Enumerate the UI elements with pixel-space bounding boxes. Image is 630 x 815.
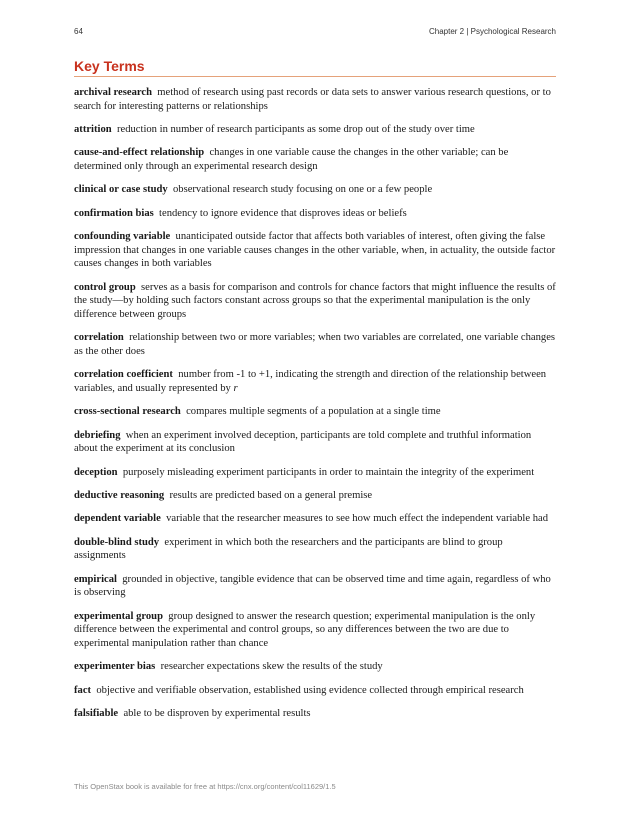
glossary-definition: able to be disproven by experimental results bbox=[123, 708, 311, 720]
glossary-definition: group designed to answer the research question; experimental manipulation is the only difference between the experimental and control groups, so any differences between the two are due to experimental manipulation rather than chance bbox=[74, 610, 536, 649]
glossary-entry bbox=[74, 684, 556, 698]
glossary-definition: objective and verifiable observation, established using evidence collected through empirical research bbox=[96, 684, 524, 696]
page-header bbox=[74, 27, 556, 36]
glossary-term: dependent variable bbox=[74, 513, 161, 525]
glossary-term: double-blind study bbox=[74, 536, 160, 548]
glossary-entry bbox=[74, 512, 556, 526]
glossary-definition: results are predicted based on a general premise bbox=[169, 490, 373, 502]
glossary-entry bbox=[74, 368, 556, 395]
glossary-term: debriefing bbox=[74, 429, 121, 441]
glossary-definition: compares multiple segments of a population at a single time bbox=[186, 406, 441, 418]
glossary-term: attrition bbox=[74, 123, 112, 135]
section-title: Key Terms bbox=[74, 58, 556, 77]
glossary-entry bbox=[74, 183, 556, 197]
glossary-entry bbox=[74, 207, 556, 221]
glossary-definition: experiment in which both the researchers and the participants are blind to group assignments bbox=[74, 536, 503, 562]
chapter-title: Chapter 2 | Psychological Research bbox=[428, 27, 556, 36]
page-footer: This OpenStax book is available for free at https://cnx.org/content/col11629/1.5 bbox=[74, 782, 336, 791]
glossary-definition: purposely misleading experiment participants in order to maintain the integrity of the experiment bbox=[122, 466, 535, 478]
glossary-entry bbox=[74, 281, 556, 322]
glossary-entry bbox=[74, 146, 556, 173]
glossary-entry bbox=[74, 429, 556, 456]
glossary-term: deception bbox=[74, 466, 118, 478]
glossary-term: experimenter bias bbox=[74, 661, 156, 673]
glossary-entry bbox=[74, 123, 556, 137]
glossary-definition: method of research using past records or data sets to answer various research questions, or to search for interesting patterns or relationships bbox=[74, 87, 551, 112]
glossary-entry bbox=[74, 536, 556, 563]
glossary-term: fact bbox=[74, 684, 92, 696]
glossary-definition: reduction in number of research participants as some drop out of the study over time bbox=[116, 123, 475, 135]
glossary-term: deductive reasoning bbox=[74, 490, 165, 502]
glossary-definition: observational research study focusing on one or a few people bbox=[172, 184, 433, 196]
glossary-entry bbox=[74, 660, 556, 674]
glossary-definition: changes in one variable cause the changes in the other variable; can be determined only through an experimental research design bbox=[74, 147, 509, 172]
glossary-term: cause-and-effect relationship bbox=[74, 147, 205, 159]
glossary-term: falsifiable bbox=[74, 708, 119, 720]
glossary-definition: tendency to ignore evidence that disproves ideas or beliefs bbox=[159, 207, 407, 219]
glossary-definition: relationship between two or more variables; when two variables are correlated, one variable changes as the other does bbox=[74, 332, 556, 357]
glossary-term: empirical bbox=[74, 573, 117, 585]
glossary-definition: grounded in objective, tangible evidence that can be observed time and time again, regardless of who is observing bbox=[74, 573, 551, 599]
glossary-entry bbox=[74, 466, 556, 480]
glossary-definition: researcher expectations skew the results of the study bbox=[160, 661, 383, 673]
glossary-entry bbox=[74, 610, 556, 651]
glossary-definition: when an experiment involved deception, participants are told complete and truthful information about the experiment at its conclusion bbox=[74, 429, 532, 455]
glossary-term: experimental group bbox=[74, 610, 163, 622]
glossary-entry bbox=[74, 573, 556, 600]
glossary-entry bbox=[74, 405, 556, 419]
glossary-term: correlation bbox=[74, 332, 124, 344]
glossary-definition: unanticipated outside factor that affects both variables of interest, often giving the false impression that changes in one variable causes changes in the other variable, when, in actuality, the outside factor causes changes in both variables bbox=[74, 231, 556, 270]
glossary-term: clinical or case study bbox=[74, 184, 168, 196]
glossary-entry bbox=[74, 86, 556, 113]
glossary-term: confounding variable bbox=[74, 231, 171, 243]
page-number: 64 bbox=[74, 27, 83, 36]
glossary-term: control group bbox=[74, 281, 136, 293]
glossary-entry bbox=[74, 230, 556, 271]
glossary-entry bbox=[74, 707, 556, 721]
glossary-term: correlation coefficient bbox=[74, 369, 173, 381]
glossary-definition: variable that the researcher measures to see how much effect the independent variable had bbox=[166, 513, 549, 525]
glossary-definition: serves as a basis for comparison and controls for chance factors that might influence the results of the study—by holding such factors constant across groups so that the experimental manipulation is the only difference between groups bbox=[74, 281, 556, 320]
glossary-entry bbox=[74, 331, 556, 358]
glossary-term: confirmation bias bbox=[74, 207, 154, 219]
glossary-term: archival research bbox=[74, 87, 152, 98]
key-terms-list bbox=[74, 86, 556, 731]
glossary-definition: number from -1 to +1, indicating the strength and direction of the relationship between variables, and usually represented by bbox=[74, 369, 547, 394]
glossary-definition-symbol: r bbox=[233, 382, 238, 394]
glossary-entry bbox=[74, 489, 556, 503]
glossary-term: cross-sectional research bbox=[74, 406, 181, 418]
